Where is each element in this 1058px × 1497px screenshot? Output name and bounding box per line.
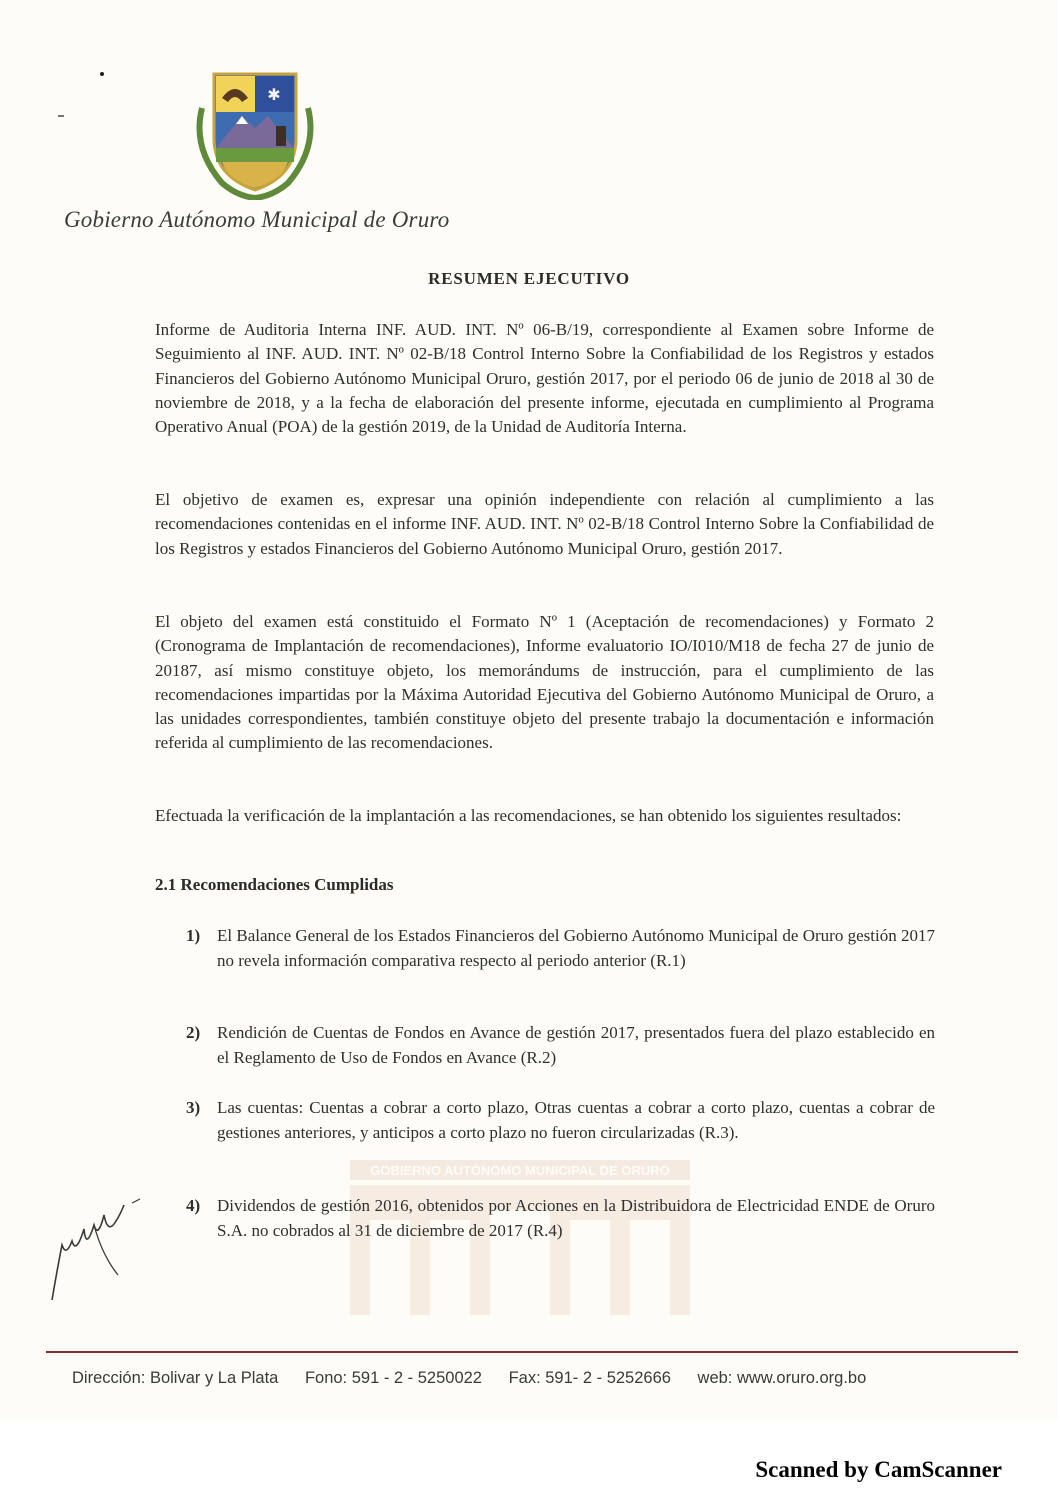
recommendation-item	[186, 1096, 935, 1145]
footer-contact	[72, 1369, 992, 1388]
signature-icon	[40, 1195, 150, 1305]
section-heading: 2.1 Recomendaciones Cumplidas	[155, 875, 394, 894]
document-title: RESUMEN EJECUTIVO	[428, 269, 630, 288]
paragraph-object: El objeto del examen está constituido el Formato Nº 1 (Aceptación de recomendaciones) y Formato 2 (Cronograma de Implantación de recomendaciones), Informe evaluatorio IO/I010/M18 de fecha 27 de junio de 20187, así mismo constituye objeto, los memorándums de instrucción, para el cumplimiento de las recomendaciones impartidas por la Máxima Autoridad Ejecutiva del Gobierno Autónomo Municipal de Oruro, a las unidades correspondientes, también constituye objeto del presente trabajo la documentación e información referida al cumplimiento de las recomendaciones.	[155, 612, 934, 753]
paragraph-intro: Informe de Auditoria Interna INF. AUD. INT. Nº 06-B/19, correspondiente al Examen sobre Informe de Seguimiento al INF. AUD. INT. Nº 02-B/18 Control Interno Sobre la Confiabilidad de los Registros y estados Financieros del Gobierno Autónomo Municipal Oruro, gestión 2017, por el periodo 06 de junio de 2018 al 30 de noviembre de 2018, y a la fecha de elaboración del presente informe, ejecutada en cumplimiento al Programa Operativo Anual (POA) de la gestión 2019, de la Unidad de Auditoría Interna.	[155, 320, 934, 437]
recommendation-text: El Balance General de los Estados Financieros del Gobierno Autónomo Municipal de Oruro gestión 2017 no revela información comparativa respecto al periodo anterior (R.1)	[217, 926, 935, 970]
paragraph-objective: El objetivo de examen es, expresar una opinión independiente con relación al cumplimiento a las recomendaciones contenidas en el informe INF. AUD. INT. Nº 02-B/18 Control Interno Sobre la Confiabilidad de los Registros y estados Financieros del Gobierno Autónomo Municipal Oruro, gestión 2017.	[155, 490, 934, 558]
scanner-watermark: Scanned by CamScanner	[755, 1457, 1002, 1482]
footer-divider	[46, 1351, 1018, 1353]
footer-web: web: www.oruro.org.bo	[697, 1369, 867, 1387]
scan-speck	[100, 72, 104, 76]
recommendation-number: 1)	[186, 926, 201, 945]
scan-speck	[58, 115, 64, 117]
recommendation-text: Las cuentas: Cuentas a cobrar a corto plazo, Otras cuentas a cobrar a corto plazo, cuentas a cobrar de gestiones anteriores, y anticipos a corto plazo no fueron circularizadas (R.3).	[217, 1098, 935, 1142]
recommendation-item	[186, 1194, 935, 1243]
watermark-text: GOBIERNO AUTÓNOMO MUNICIPAL DE ORURO	[370, 1163, 670, 1178]
recommendation-item	[186, 1021, 935, 1070]
recommendation-number: 2)	[186, 1023, 201, 1042]
footer-phone: Fono: 591 - 2 - 5250022	[304, 1369, 482, 1387]
footer-address: Dirección: Bolivar y La Plata	[72, 1369, 279, 1387]
recommendation-text: Dividendos de gestión 2016, obtenidos por Acciones en la Distribuidora de Electricidad ENDE de Oruro S.A. no cobrados al 31 de diciembre de 2017 (R.4)	[217, 1196, 935, 1240]
coat-of-arms-icon	[192, 68, 318, 200]
recommendation-item	[186, 924, 935, 973]
svg-text:✱: ✱	[267, 87, 281, 104]
org-name: Gobierno Autónomo Municipal de Oruro	[64, 207, 450, 232]
recommendation-text: Rendición de Cuentas de Fondos en Avance de gestión 2017, presentados fuera del plazo establecido en el Reglamento de Uso de Fondos en Avance (R.2)	[217, 1023, 935, 1067]
paragraph-results: Efectuada la verificación de la implantación a las recomendaciones, se han obtenido los siguientes resultados:	[155, 806, 902, 825]
recommendation-number: 3)	[186, 1098, 201, 1117]
recommendation-number: 4)	[186, 1196, 201, 1215]
footer-fax: Fax: 591- 2 - 5252666	[508, 1369, 671, 1387]
